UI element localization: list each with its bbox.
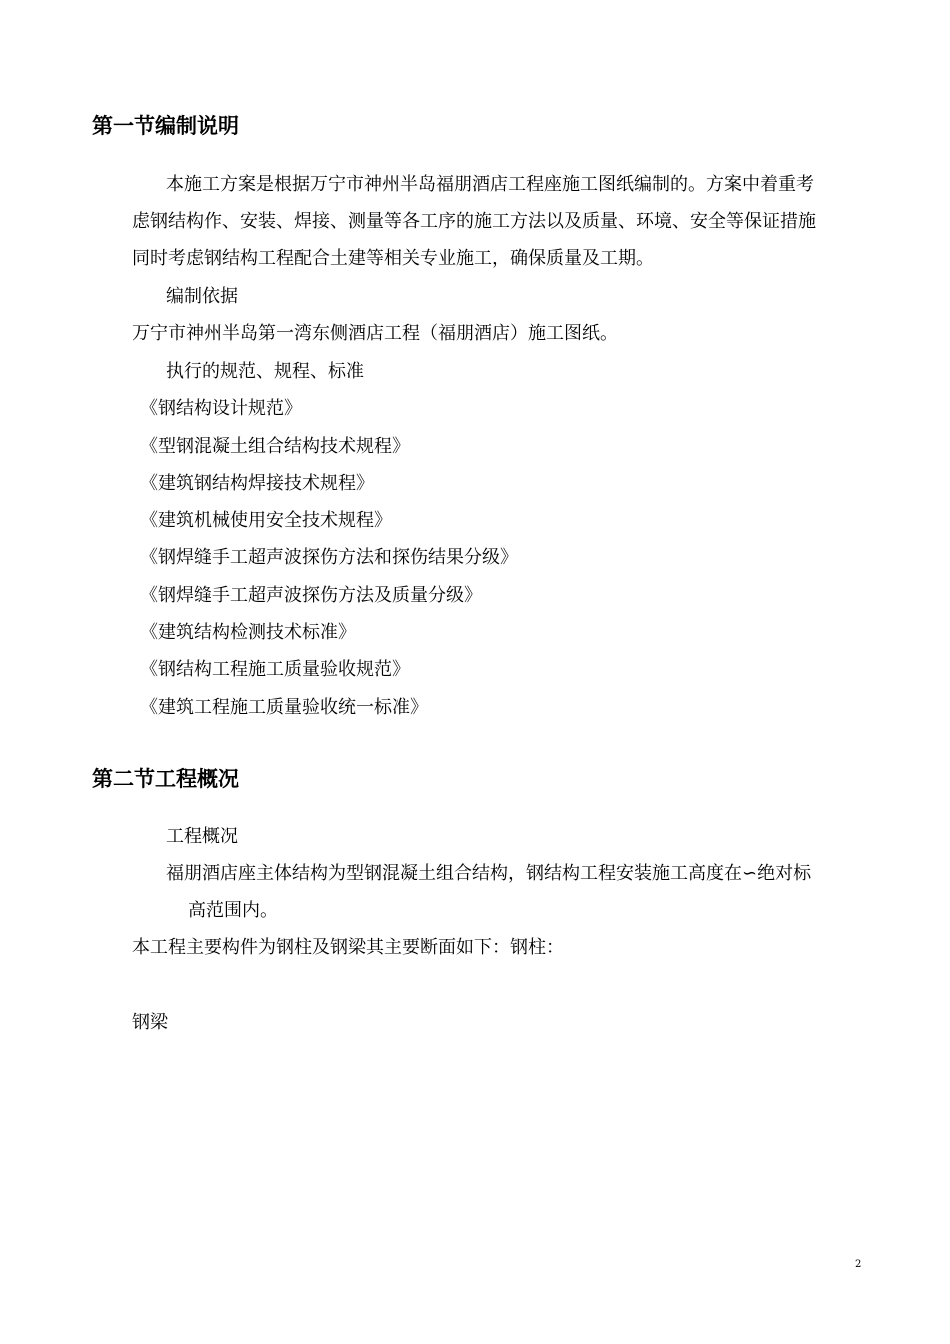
section1-intro-line-3: 同时考虑钢结构工程配合土建等相关专业施工，确保质量及工期。 [132, 248, 654, 269]
standard-item: 《钢焊缝手工超声波探伤方法及质量分级》 [140, 585, 482, 606]
members-text: 本工程主要构件为钢柱及钢梁其主要断面如下：钢柱： [132, 937, 564, 958]
beam-label: 钢梁 [132, 1012, 168, 1033]
standard-item: 《型钢混凝土组合结构技术规程》 [140, 436, 410, 457]
section1-intro-line-2: 虑钢结构作、安装、焊接、测量等各工序的施工方法以及质量、环境、安全等保证措施 [132, 211, 816, 232]
section2-heading: 第二节工程概况 [92, 767, 239, 791]
standards-label: 执行的规范、规程、标准 [166, 361, 364, 382]
overview-label: 工程概况 [166, 826, 238, 847]
section1-heading: 第一节编制说明 [92, 114, 239, 138]
overview-line-2: 高范围内。 [188, 900, 278, 921]
section1-intro-line-1: 本施工方案是根据万宁市神州半岛福朋酒店工程座施工图纸编制的。方案中着重考 [166, 174, 814, 195]
overview-line-1: 福朋酒店座主体结构为型钢混凝土组合结构，钢结构工程安装施工高度在∽绝对标 [166, 863, 812, 884]
standard-item: 《建筑钢结构焊接技术规程》 [140, 473, 374, 494]
basis-text: 万宁市神州半岛第一湾东侧酒店工程（福朋酒店）施工图纸。 [132, 323, 618, 344]
standard-item: 《钢结构设计规范》 [140, 398, 302, 419]
page-number: 2 [855, 1259, 862, 1270]
standard-item: 《建筑工程施工质量验收统一标准》 [140, 697, 428, 718]
standard-item: 《钢焊缝手工超声波探伤方法和探伤结果分级》 [140, 547, 518, 568]
standard-item: 《建筑机械使用安全技术规程》 [140, 510, 392, 531]
basis-label: 编制依据 [166, 286, 238, 307]
standard-item: 《建筑结构检测技术标准》 [140, 622, 356, 643]
standard-item: 《钢结构工程施工质量验收规范》 [140, 659, 410, 680]
